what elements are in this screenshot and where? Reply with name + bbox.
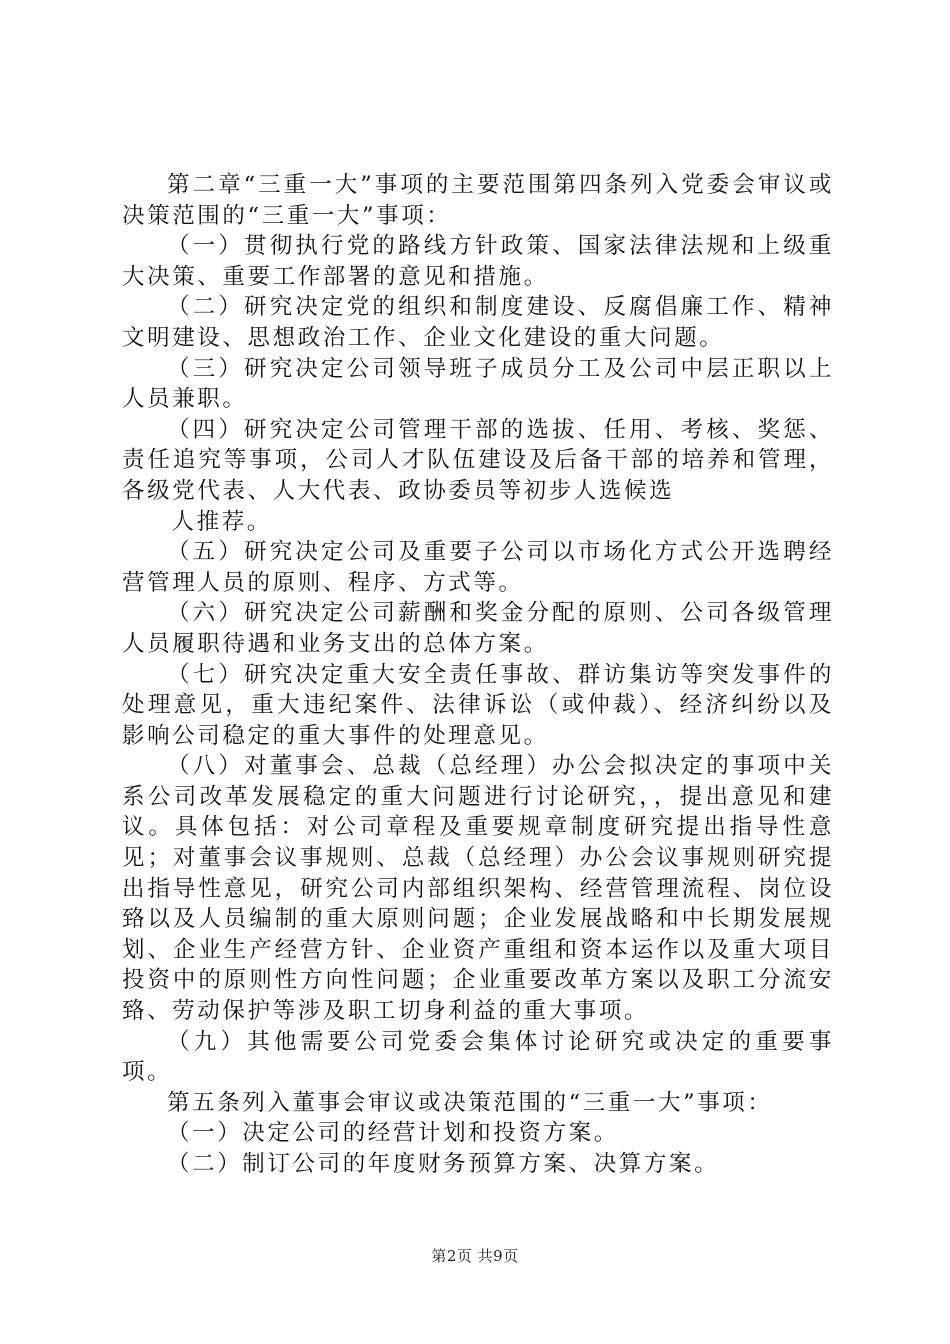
paragraph-item-1: （一）贯彻执行党的路线方针政策、国家法律法规和上级重大决策、重要工作部署的意见和措施。 [122, 233, 834, 290]
paragraph-chapter-two: 第二章“三重一大”事项的主要范围第四条列入党委会审议或决策范围的“三重一大”事项： [122, 172, 834, 229]
paragraph-item-2: （二）研究决定党的组织和制度建设、反腐倡廉工作、精神文明建设、思想政治工作、企业文化建设的重大问题。 [122, 294, 834, 351]
document-body [122, 170, 834, 1180]
paragraph-item-5: （五）研究决定公司及重要子公司以市场化方式公开选聘经营管理人员的原则、程序、方式等。 [122, 539, 834, 596]
paragraph-item-4: （四）研究决定公司管理干部的选拔、任用、考核、奖惩、责任追究等事项，公司人才队伍建设及后备干部的培养和管理，各级党代表、人大代表、政协委员等初步人选候选 [122, 416, 834, 504]
paragraph-item-3: （三）研究决定公司领导班子成员分工及公司中层正职以上人员兼职。 [122, 355, 834, 413]
paragraph-article-5-item-2: （二）制订公司的年度财务预算方案、决算方案。 [167, 1151, 720, 1177]
page-number-footer: 第2页 共9页 [431, 1247, 519, 1265]
paragraph-item-7: （七）研究决定重大安全责任事故、群访集访等突发事件的处理意见，重大违纪案件、法律诉讼（或仲裁）、经济纠纷以及影响公司稳定的重大事件的处理意见。 [122, 661, 834, 749]
paragraph-item-4-continued: 人推荐。 [171, 508, 272, 535]
paragraph-article-5: 第五条列入董事会审议或决策范围的“三重一大”事项： [167, 1089, 773, 1116]
paragraph-item-9: （九）其他需要公司党委会集体讨论研究或决定的重要事项。 [122, 1028, 834, 1086]
paragraph-item-8: （八）对董事会、总裁（总经理）办公会拟决定的事项中关系公司改革发展稳定的重大问题进行讨论研究，，提出意见和建议。具体包括：对公司章程及重要规章制度研究提出指导性意见；对董事会议事规则、总裁（总经理）办公会议事规则研究提出指导性意见，研究公司内部组织架构、经营管理流程、岗位设臵以及人员编制的重大原则问题；企业发展战略和中长期发展规划、企业生产经营方针、企业资产重组和资本运作以及重大项目投资中的原则性方向性问题；企业重要改革方案以及职工分流安臵、劳动保护等涉及职工切身利益的重大事项。 [122, 753, 834, 1025]
paragraph-item-6: （六）研究决定公司薪酬和奖金分配的原则、公司各级管理人员履职待遇和业务支出的总体方案。 [122, 600, 834, 657]
paragraph-article-5-item-1: （一）决定公司的经营计划和投资方案。 [167, 1120, 619, 1147]
